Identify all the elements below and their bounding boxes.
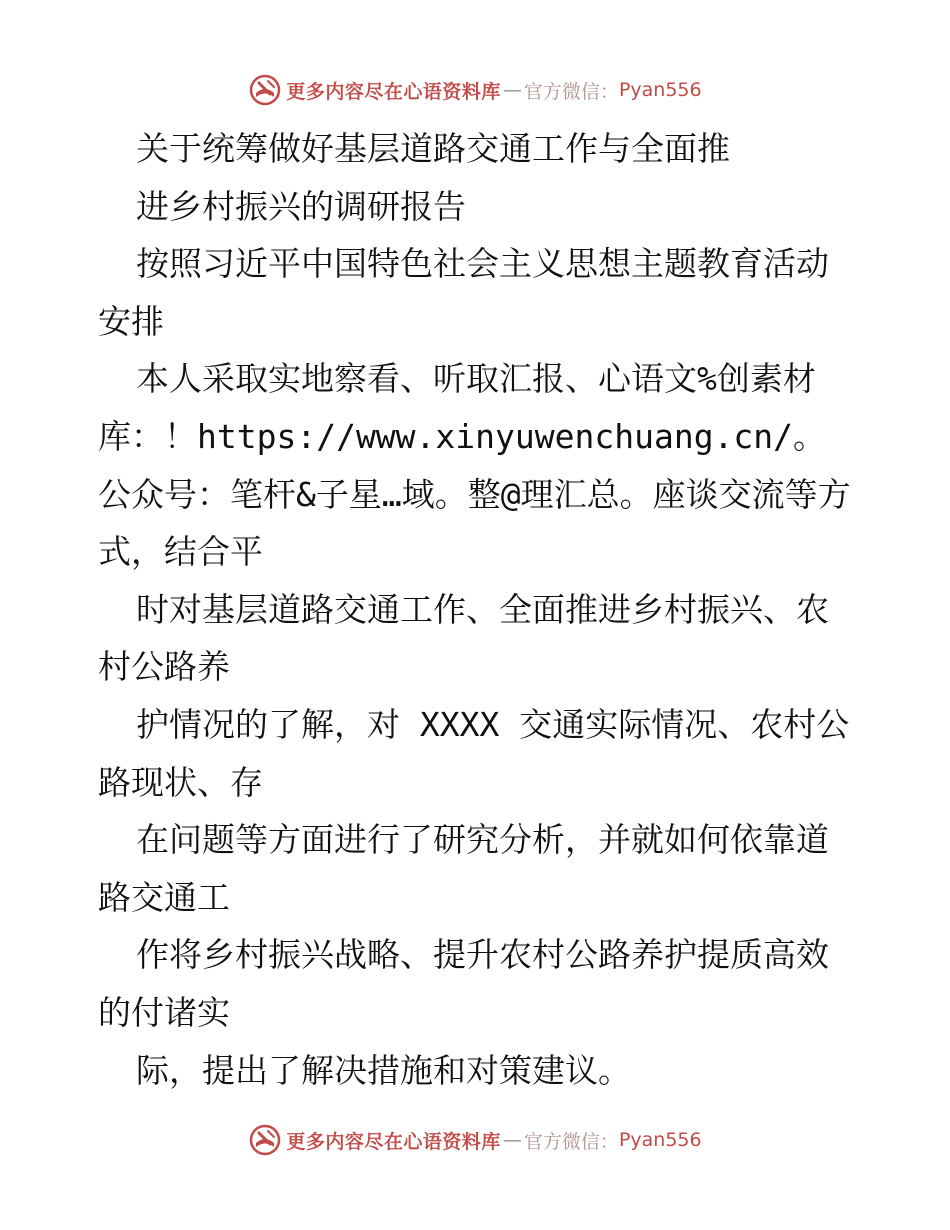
footer-watermark (0, 1120, 950, 1160)
paragraph: 按照习近平中国特色社会主义思想主题教育活动安排 (98, 244, 829, 341)
paragraph: 际，提出了解决措施和对策建议。 (136, 1050, 631, 1090)
document-body (98, 120, 858, 1099)
book-logo-icon (248, 1123, 282, 1157)
document-title-line-1: 关于统筹做好基层道路交通工作与全面推 (136, 129, 730, 168)
paragraph: 时对基层道路交通工作、全面推进乡村振兴、农村公路养 (98, 589, 829, 687)
book-logo-icon (248, 73, 282, 107)
banner-wechat-id: Pyan556 (618, 1129, 702, 1151)
banner-dash: — (502, 79, 522, 101)
document-title-line-2: 进乡村振兴的调研报告 (136, 186, 466, 226)
paragraph: 在问题等方面进行了研究分析，并就如何依靠道路交通工 (98, 820, 829, 917)
banner-wechat-label: 官方微信： (523, 1130, 619, 1153)
header-watermark (0, 70, 950, 110)
banner-dash: — (502, 1129, 522, 1151)
banner-wechat-label: 官方微信： (523, 80, 619, 103)
banner-main-text: 更多内容尽在心语资料库 (286, 80, 501, 103)
paragraph: 护情况的了解，对 XXXX 交通实际情况、农村公路现状、存 (98, 704, 850, 802)
paragraph: 本人采取实地察看、听取汇报、心语文%创素材库：！https://www.xinyuwenchuang.cn/。公众号：笔杆&子星…域。整@理汇总。座谈交流等方式，结合平 (98, 359, 851, 572)
banner-main-text: 更多内容尽在心语资料库 (286, 1130, 501, 1153)
banner-wechat-id: Pyan556 (618, 79, 702, 101)
paragraph: 作将乡村振兴战略、提升农村公路养护提质高效的付诸实 (98, 935, 829, 1032)
